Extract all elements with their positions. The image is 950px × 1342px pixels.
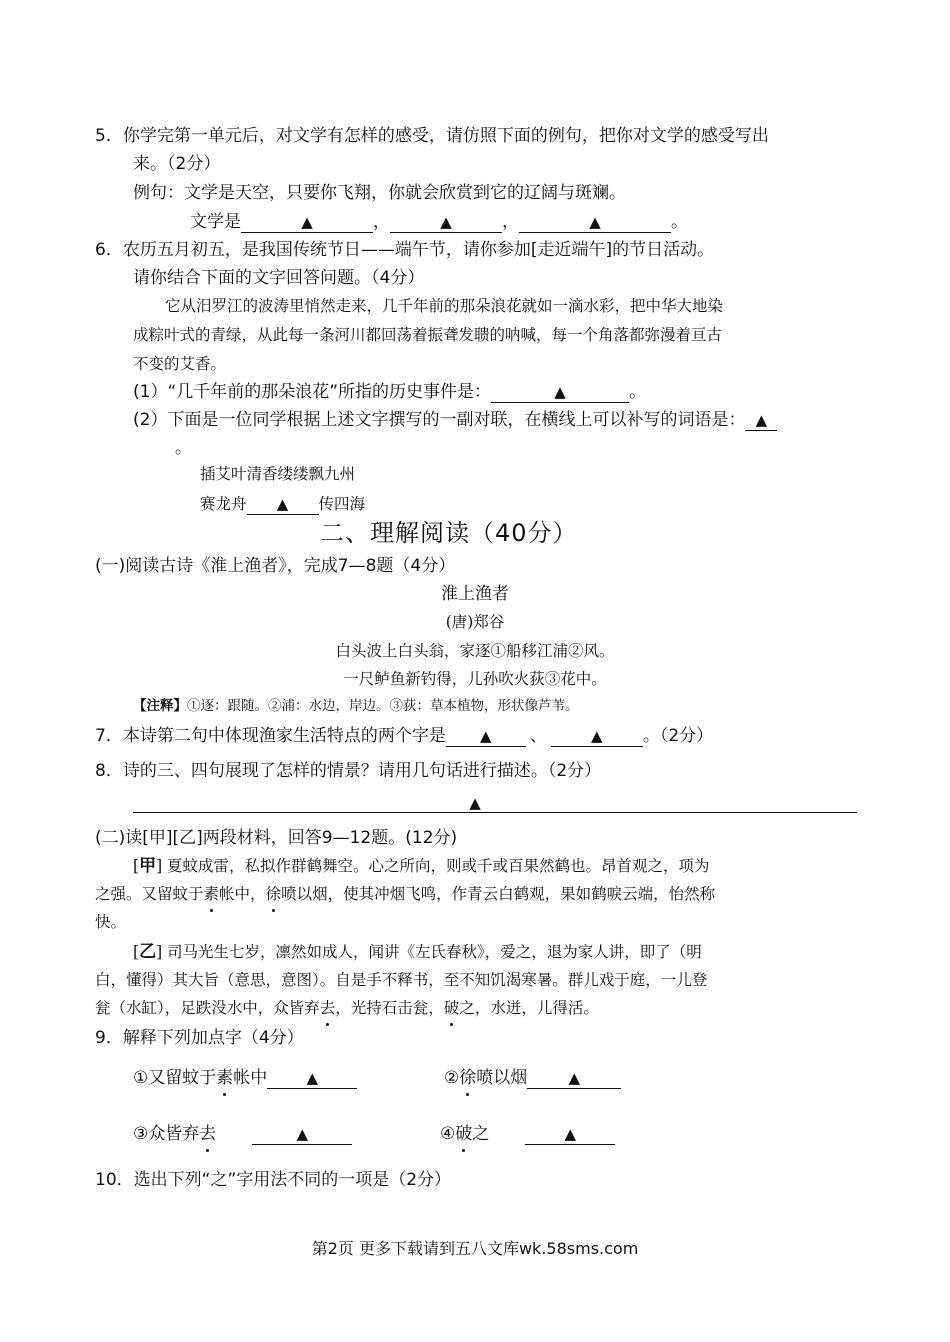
q6-sub1-row: (1）“几千年前的那朵浪花”所指的历史事件是： ▲ 。 [133,382,647,402]
q9-blank-4[interactable]: ▲ [525,1124,615,1145]
poem-line-2: 一尺鲈鱼新钓得，儿孙吹火荻③花中。 [343,670,607,688]
poem-line-1: 白头波上白头翁，家逐①船移江浦②风。 [335,642,615,660]
part1-intro: (一)阅读古诗《淮上渔者》，完成7—8题（4分） [95,556,456,576]
q6-sub2-end: 。 [175,438,192,458]
yi-line-3: 瓮（水缸），足跌没水中，众皆弃去，光持石击瓮，破之，水迸，儿得活。 [95,996,599,1020]
q8-line: 8．诗的三、四句展现了怎样的情景？请用几句话进行描述。（2分） [95,761,602,781]
q8-answer-line[interactable] [133,812,857,813]
q5-example: 例句：文学是天空，只要你飞翔，你就会欣赏到它的辽阔与斑斓。 [133,183,626,203]
q9-blank-3[interactable]: ▲ [252,1124,352,1145]
q6-sub1-blank[interactable]: ▲ [491,382,629,403]
q5-blank-2[interactable]: ▲ [390,212,502,233]
q7-row: 7．本诗第二句中体现渔家生活特点的两个字是 ▲ 、 ▲ 。（2分） [95,726,714,746]
q5-fill-row: 文学是 ▲ ， ▲ ， ▲ 。 [190,212,688,232]
section-title: 二、理解阅读（40分） [320,519,578,547]
jia-line-2: 之强。又留蚊于素帐中，徐喷以烟，使其冲烟飞鸣，作青云白鹤观，果如鹤唳云端，怡然称 [95,882,715,906]
part2-intro: (二)读[甲][乙]两段材料，回答9—12题。(12分) [95,828,458,848]
poem-author: (唐)郑谷 [445,613,505,631]
q5-blank-1[interactable]: ▲ [241,212,373,233]
q9-item-1: ①又留蚊于素帐中 ▲ [133,1066,357,1090]
q7-blank-2[interactable]: ▲ [551,726,643,747]
q6-passage-2: 成粽叶式的青绿，从此每一条河川都回荡着振聋发聩的呐喊，每一个角落都弥漫着亘古 [133,326,723,344]
q9-blank-2[interactable]: ▲ [527,1068,621,1089]
q6-passage-1: 它从汨罗江的波涛里悄然走来，几千年前的那朵浪花就如一滴水彩，把中华大地染 [165,297,724,315]
q9-item-3: ③众皆弃去 ▲ [133,1122,352,1146]
yi-line-1: [乙] 司马光生七岁，凛然如成人，闻讲《左氏春秋》，爱之，退为家人讲，即了（明 [133,942,702,962]
q5-blank-3[interactable]: ▲ [519,212,671,233]
q6-line1: 6．农历五月初五，是我国传统节日——端午节，请你参加[走近端午]的节日活动。 [95,240,715,260]
q6-line2: 请你结合下面的文字回答问题。（4分） [133,268,425,288]
poem-title: 淮上渔者 [441,584,509,604]
jia-line-1: [甲] 夏蚊成雷，私拟作群鹤舞空。心之所向，则或千或百果然鹤也。昂首观之，项为 [133,856,710,876]
q10-title: 10．选出下列“之”字用法不同的一项是（2分） [95,1170,452,1190]
q6-sub2-blank[interactable]: ▲ [745,410,777,431]
couplet-blank[interactable]: ▲ [247,494,319,515]
q9-title: 9．解释下列加点字（4分） [95,1028,304,1048]
q7-blank-1[interactable]: ▲ [446,726,526,747]
q9-item-2: ②徐喷以烟 ▲ [444,1066,621,1090]
page-footer: 第2页 更多下载请到五八文库wk.58sms.com [311,1239,639,1258]
q5-line1: 5．你学完第一单元后，对文学有怎样的感受，请仿照下面的例句，把你对文学的感受写出 [95,126,769,146]
couplet-upper: 插艾叶清香缕缕飘九州 [200,465,356,483]
q5-fill-prefix: 文学是 [190,212,241,232]
q6-passage-3: 不变的艾香。 [133,355,227,373]
q6-sub2-row: (2）下面是一位同学根据上述文字撰写的一副对联，在横线上可以补写的词语是： ▲ [133,408,777,432]
couplet-lower-row: 赛龙舟 ▲ 传四海 [200,495,366,513]
yi-line-2: 白，懂得）其大旨（意思，意图）。自是手不释书，至不知饥渴寒暑。群儿戏于庭，一儿登 [95,971,708,989]
jia-line-3: 快。 [95,913,127,931]
q8-answer-mark[interactable]: ▲ [469,794,481,812]
q9-blank-1[interactable]: ▲ [267,1068,357,1089]
q5-line2: 来。（2分） [133,154,221,174]
poem-note: 【注释】①逐：跟随。②浦：水边，岸边。③荻：草本植物，形状像芦苇。 [133,698,579,714]
q9-item-4: ④破之 ▲ [440,1122,615,1146]
